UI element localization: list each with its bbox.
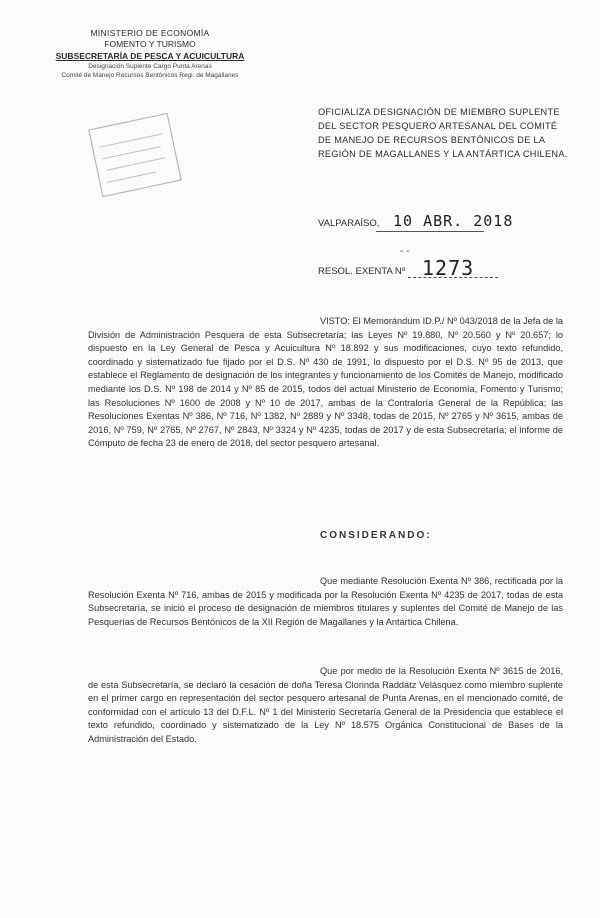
considerando-paragraph-1 xyxy=(88,575,563,629)
subsecretaria-name: SUBSECRETARÍA DE PESCA Y ACUICULTURA xyxy=(55,51,245,61)
city-date-row xyxy=(318,218,382,229)
committee-line: Comité de Manejo Recursos Bentónicos Regi. de Magallanes xyxy=(61,72,239,79)
resolution-subject: OFICIALIZA DESIGNACIÓN DE MIEMBRO SUPLENTE DEL SECTOR PESQUERO ARTESANAL DEL COMITÉ DE MANEJO DE RECURSOS BENTÓNICOS DE LA REGIÓN DE MAGALLANES Y LA ANTÁRTICA CHILENA. xyxy=(318,107,568,159)
visto-text: VISTO: El Memorándum ID.P./ Nº 043/2018 de la Jefa de la División de Administración Pesquera de esta Subsecretaría; las Leyes Nº 19.880, Nº 20.560 y Nº 20.657; lo dispuesto en la Ley General de Pesca y Acuicultura Nº 18.892 y sus modificaciones, cuyo texto refundido, coordinado y sistematizado fue fijado por el D.S. Nº 430 de 1991, lo dispuesto por el D.S. Nº 95 de 2013, que establece el Reglamento de designación de los integrantes y funcionamiento de los Comités de Manejo, modificado mediante los D.S. Nº 198 de 2014 y Nº 85 de 2015, todos del actual Ministerio de Economía, Fomento y Turismo; las Resoluciones Nº 1600 de 2008 y Nº 10 de 2017, ambas de la Contraloría General de la República; las Resoluciones Exentas Nº 386, Nº 716, Nº 1382, Nº 2889 y Nº 3348, todas de 2015, Nº 2765 y Nº 3615, ambas de 2016, Nº 759, Nº 2765, Nº 2767, Nº 2843, Nº 3324 y Nº 4235, todas de 2017 y de esta Subsecretaría; el informe de Cómputo de fecha 23 de enero de 2018, del sector pesquero artesanal. xyxy=(88,316,563,449)
considerando-paragraph-2 xyxy=(88,665,563,747)
faded-stamp xyxy=(85,110,185,200)
ministry-name: MINISTERIO DE ECONOMÍA xyxy=(90,28,210,38)
city-label: VALPARAÍSO, xyxy=(318,218,380,229)
resolution-number: 1273 xyxy=(422,256,475,280)
resolution-dash-mark: - - xyxy=(400,246,410,257)
ministry-area: FOMENTO Y TURISMO xyxy=(104,39,196,49)
designation-line: Designación Suplente Cargo Punta Arenas xyxy=(88,63,212,70)
date-underline xyxy=(376,231,484,232)
letterhead xyxy=(40,28,260,80)
paragraph-1-text: Que mediante Resolución Exenta Nº 386, rectificada por la Resolución Exenta Nº 716, ambas de 2015 y modificada por la Resolución Exenta Nº 4235 de 2017, todas de esta Subsecretaría, se inició el proceso de designación de miembros titulares y suplentes del Comité de Manejo de las Pesquerías de Recursos Bentónicos de la XII Región de Magallanes y la Antártica Chilena. xyxy=(88,576,563,627)
considerando-heading: CONSIDERANDO: xyxy=(320,530,432,541)
paragraph-2-text: Que por medio de la Resolución Exenta Nº 3615 de 2016, de esta Subsecretaría, se declaró la cesación de doña Teresa Clorinda Raddatz Velásquez como miembro suplente en el primer cargo en representación del sector pesquero artesanal de Punta Arenas, en el mencionado comité, de conformidad con el artículo 13 del D.F.L. Nº 1 del Ministerio Secretaría General de la Presidencia que establece el texto refundido, coordinado y sistematizado de la Ley Nº 18.575 Orgánica Constitucional de Bases de la Administración del Estado. xyxy=(88,666,563,744)
resolution-underline xyxy=(408,277,498,278)
resolution-label: RESOL. EXENTA Nº xyxy=(318,266,406,277)
handwritten-date: 10 ABR. 2018 xyxy=(393,212,514,230)
visto-paragraph xyxy=(88,315,563,451)
